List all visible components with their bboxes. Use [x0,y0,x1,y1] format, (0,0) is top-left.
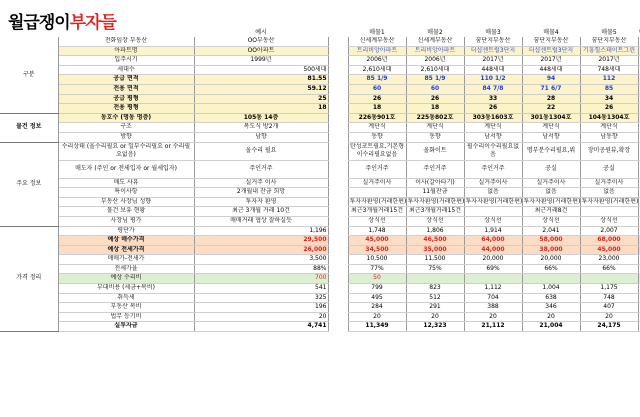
listing-4-value[interactable]: 상식선 [522,216,580,226]
listing-1-value[interactable]: 85 1/9 [348,75,406,85]
listing-2-value[interactable]: 35,000 [406,245,464,255]
listing-3-value[interactable]: 더샵센트럴3단지 [464,46,522,56]
listing-3-value[interactable]: 실거주이사 [464,178,522,188]
header-listing-4: 매물4 [543,29,559,36]
row-label: 아파트명 [58,46,194,56]
listing-1-value[interactable]: 495 [348,293,406,303]
listing-5-value[interactable]: 기흥힐스테이트그린 [580,46,638,56]
listing-1-value[interactable]: 20 [348,312,406,322]
listing-4-value[interactable]: 없음 [522,188,580,198]
listing-3-value[interactable] [464,274,522,284]
listing-1-value[interactable]: 투자자환영(거래한편) [348,197,406,207]
example-value[interactable]: 700 [194,274,328,284]
listing-1-value[interactable]: 45,000 [348,236,406,246]
listing-4-value[interactable]: 66% [522,264,580,274]
listing-4-value[interactable]: 2017년 [522,56,580,66]
listing-1-value[interactable]: 11,349 [348,322,406,332]
listing-5-value[interactable]: 없음 [580,188,638,198]
row-label: 입주시기 [58,56,194,66]
example-value[interactable]: 투자자 환영 [194,197,328,207]
listing-5-value[interactable] [580,274,638,284]
sheet-row [0,207,640,217]
example-value[interactable]: 복도식 방2개 [194,123,328,133]
sheet-body [0,37,640,332]
row-label: 매매가-전세가 [58,255,194,265]
sheet-row [0,65,640,75]
sheet-row [0,226,640,236]
listing-3-value[interactable] [464,207,522,217]
listing-5-value[interactable]: 68,000 [580,236,638,246]
listing-5-value[interactable]: 24,175 [580,322,638,332]
example-value[interactable]: 실거주 이사 [194,178,328,188]
listing-4-value[interactable]: 계단식 [522,123,580,133]
example-value[interactable]: 매매거래 협상 잘하실듯 [194,216,328,226]
sheet-row [0,132,640,142]
group-label-basic: 구분 [0,37,58,113]
listing-3-value[interactable]: 448세대 [464,65,522,75]
listing-2-value[interactable]: 26 [406,94,464,104]
sheet-row [0,255,640,265]
listing-5-value[interactable]: 26 [580,104,638,114]
row-label: 매도 사유 [58,178,194,188]
listing-2-value[interactable]: 계단식 [406,123,464,133]
listing-2-value[interactable]: 이사(갈아타기) [406,178,464,188]
listing-1-value[interactable]: 상식선 [348,216,406,226]
sheet-row [0,236,640,246]
brand-logo: 월급쟁이부자들 [8,13,116,33]
sheet-row [0,216,640,226]
example-value[interactable]: 4,741 [194,322,328,332]
row-label: 전용 면적 [58,84,194,94]
row-label: 수리상태 (올수리필요 or 일부수리필요 or 수리필요없음) [58,142,194,160]
listing-2-value[interactable]: 823 [406,284,464,294]
listing-1-value[interactable]: 탄성코트필요,기본형이수리필요없음 [349,143,405,159]
example-value[interactable]: 29,500 [194,236,328,246]
listing-3-value[interactable]: 주인거주 [464,160,522,178]
row-label: 부동산 복비 [58,303,194,313]
listing-4-value[interactable]: 22 [522,104,580,114]
listing-5-value[interactable]: 장미공원뷰,확장 [580,142,638,160]
sheet-row [0,293,640,303]
sheet-row [0,322,640,332]
listing-1-value[interactable]: 최근3개월거래15건 [348,207,406,217]
example-value[interactable]: 18 [194,104,328,114]
listing-1-value[interactable]: 신세계부동산 [348,37,406,46]
row-label: 공급 면적 [58,75,194,85]
listing-3-value[interactable]: 1,112 [464,284,522,294]
listing-3-value[interactable]: 303동1603호 [464,113,522,123]
listing-5-value[interactable]: 남동향 [580,132,638,142]
example-value[interactable]: 최근 3개월 거래 10건 [194,207,328,217]
example-value[interactable]: 81.55 [194,75,328,85]
listing-3-value[interactable]: 꿈단지부동산 [464,37,522,46]
row-label: 평단가 [58,226,194,236]
listing-3-value[interactable]: 33 [464,94,522,104]
sheet-row [0,94,640,104]
listing-3-value[interactable]: 필수리이수리필요없음 [464,142,522,160]
listing-2-value[interactable]: 상식선 [406,216,464,226]
header-listing-1: 매물1 [369,29,385,36]
header-example: 예시 [255,29,267,36]
header-listing-5: 매물5 [601,29,617,36]
listing-2-value[interactable]: 2,610세대 [406,65,464,75]
example-value[interactable]: 196 [194,303,328,313]
listing-2-value[interactable]: 291 [406,303,464,313]
listing-2-value[interactable]: 주인거주 [406,160,464,178]
listing-1-value[interactable]: 77% [348,264,406,274]
listing-1-value[interactable]: 주인거주 [348,160,406,178]
listing-3-value[interactable]: 없음 [464,188,522,198]
sheet-row [0,46,640,56]
listing-4-value[interactable]: 58,000 [522,236,580,246]
listing-4-value[interactable] [522,274,580,284]
header-listing-3: 매물3 [485,29,501,36]
listing-1-value[interactable]: 26 [348,94,406,104]
sheet-row [0,37,640,46]
row-label: 물건 보유 현황 [58,207,194,217]
example-value[interactable]: 325 [194,293,328,303]
listing-4-value[interactable]: 20 [522,312,580,322]
listing-4-value[interactable]: 94 [522,75,580,85]
example-value[interactable]: 3,500 [194,255,328,265]
listing-2-value[interactable]: 최근3개월거래15건 [406,207,464,217]
listing-4-value[interactable]: 2,041 [522,226,580,236]
sheet-row [0,142,640,160]
example-value[interactable]: 105동 14층 [194,113,328,123]
listing-4-value[interactable]: 더샵센트럴3단지 [522,46,580,56]
example-value[interactable]: 올수리 필요 [194,142,328,160]
listing-5-value[interactable]: 20 [580,312,638,322]
row-label: 예상 매수가격 [58,236,194,246]
listing-2-value[interactable]: 11월잔금 [406,188,464,198]
sheet-row [0,245,640,255]
sheet-row [0,274,640,284]
listing-4-value[interactable]: 20,000 [522,255,580,265]
listing-4-value[interactable]: 꿈단지부동산 [522,37,580,46]
listing-4-value[interactable]: 1,004 [522,284,580,294]
listing-3-value[interactable]: 21,112 [464,322,522,332]
row-label: 매도자 (주인 or 전세입자 or 월세입자) [58,160,194,178]
listing-4-value[interactable]: 실거주이사 [522,178,580,188]
listing-1-value[interactable]: 799 [348,284,406,294]
listing-5-value[interactable]: 23,000 [580,255,638,265]
listing-3-value[interactable]: 704 [464,293,522,303]
listing-2-value[interactable]: 85 1/9 [406,75,464,85]
listing-3-value[interactable]: 64,000 [464,236,522,246]
sheet-row [0,123,640,133]
sheet-row [0,178,640,188]
listing-2-value[interactable]: 투자자환영(거래한편) [406,197,464,207]
listing-2-value[interactable]: 2006년 [406,56,464,66]
sheet-row [0,56,640,66]
sheet-row [0,160,640,178]
listing-3-value[interactable]: 2017년 [464,56,522,66]
sheet-row [0,75,640,85]
row-label: 동호수 (명동 명층) [58,113,194,123]
listing-2-value[interactable]: 12,323 [406,322,464,332]
listing-1-value[interactable]: 60 [348,84,406,94]
listing-1-value[interactable]: 트리비앙아파트 [348,46,406,56]
listing-3-value[interactable]: 투자자환영(거래한편) [464,197,522,207]
listing-2-value[interactable]: 225동802호 [406,113,464,123]
group-label-location: 물건 정보 [0,113,58,142]
row-label: 전세가율 [58,264,194,274]
listing-4-value[interactable]: 남서향 [522,132,580,142]
listing-5-value[interactable]: 34 [580,94,638,104]
sheet-row [0,312,640,322]
listing-2-value[interactable]: 올화이트 [406,142,464,160]
listing-5-value[interactable]: 공실 [580,160,638,178]
listing-4-value[interactable]: 638 [522,293,580,303]
listing-4-value[interactable]: 최근거래8건 [522,207,580,217]
listing-2-value[interactable] [406,274,464,284]
listing-2-value[interactable]: 75% [406,264,464,274]
example-value[interactable]: OO부동산 [194,37,328,46]
property-comparison-sheet [0,28,640,332]
sheet-row [0,188,640,198]
example-value[interactable]: OO아파트 [194,46,328,56]
sheet-row [0,113,640,123]
listing-2-value[interactable]: 512 [406,293,464,303]
listing-1-value[interactable]: 동향 [348,132,406,142]
listing-3-value[interactable]: 20,000 [464,255,522,265]
sheet-row [0,284,640,294]
example-value[interactable]: 1,196 [194,226,328,236]
row-label: 전용 평형 [58,104,194,114]
sheet-row [0,104,640,114]
listing-3-value[interactable]: 26 [464,104,522,114]
example-value[interactable]: 59.12 [194,84,328,94]
listing-5-value[interactable]: 748 [580,293,638,303]
sheet-row [0,197,640,207]
row-label: 부동산 사장님 성향 [58,197,194,207]
example-value[interactable]: 541 [194,284,328,294]
sheet-row [0,303,640,313]
listing-5-value[interactable]: 45,000 [580,245,638,255]
listing-4-value[interactable]: 38,000 [522,245,580,255]
listing-1-value[interactable]: 10,500 [348,255,406,265]
listing-1-value[interactable]: 2006년 [348,56,406,66]
listing-5-value[interactable]: 상식선 [580,216,638,226]
listing-1-value[interactable]: 계단식 [348,123,406,133]
listing-4-value[interactable]: 명부분수리필요,뷔 [522,142,580,160]
listing-3-value[interactable]: 69% [464,264,522,274]
example-value[interactable]: 주인거주 [194,160,328,178]
example-value[interactable]: 25 [194,94,328,104]
listing-1-value[interactable]: 1,748 [348,226,406,236]
listing-4-value[interactable]: 346 [522,303,580,313]
listing-5-value[interactable]: 2017년 [580,56,638,66]
listing-1-value[interactable]: 226동901호 [348,113,406,123]
listing-2-value[interactable]: 1,806 [406,226,464,236]
listing-3-value[interactable]: 남서향 [464,132,522,142]
row-label: 예상 전세가격 [58,245,194,255]
row-label: 세대수 [58,65,194,75]
listing-5-value[interactable]: 1,175 [580,284,638,294]
listing-2-value[interactable]: 18 [406,104,464,114]
example-value[interactable]: 남향 [194,132,328,142]
listing-1-value[interactable] [348,188,406,198]
listing-2-value[interactable]: 20 [406,312,464,322]
listing-5-value[interactable]: 112 [580,75,638,85]
listing-5-value[interactable]: 85 [580,84,638,94]
listing-4-value[interactable]: 448세대 [522,65,580,75]
example-value[interactable]: 20 [194,312,328,322]
listing-1-value[interactable]: 284 [348,303,406,313]
listing-2-value[interactable]: 동향 [406,132,464,142]
listing-5-value[interactable]: 748세대 [580,65,638,75]
row-label: 예상 수리비 [58,274,194,284]
row-label: 구조 [58,123,194,133]
row-label: 특이사항 [58,188,194,198]
row-label: 법무 등기비 [58,312,194,322]
row-label: 공급 평형 [58,94,194,104]
example-value[interactable]: 26,000 [194,245,328,255]
listing-4-value[interactable]: 71 6/7 [522,84,580,94]
row-label: 취득세 [58,293,194,303]
listing-4-value[interactable]: 투자자환영(거래한편) [522,197,580,207]
row-label: 실투자금 [58,322,194,332]
listing-5-value[interactable]: 407 [580,303,638,313]
listing-4-value[interactable]: 21,004 [522,322,580,332]
listing-5-value[interactable]: 66% [580,264,638,274]
header-row [0,28,640,37]
listing-2-value[interactable]: 11,500 [406,255,464,265]
listing-3-value[interactable]: 상식선 [464,216,522,226]
listing-4-value[interactable]: 301동1304호 [522,113,580,123]
example-value[interactable]: 2개월내 잔금 희망 [194,188,328,198]
listing-1-value[interactable]: 18 [348,104,406,114]
listing-5-value[interactable]: 2,007 [580,226,638,236]
listing-5-value[interactable] [580,207,638,217]
listing-5-value[interactable]: 계단식 [580,123,638,133]
listing-3-value[interactable]: 1,914 [464,226,522,236]
sheet-row [0,264,640,274]
listing-3-value[interactable]: 계단식 [464,123,522,133]
example-value[interactable]: 88% [194,264,328,274]
listing-2-value[interactable]: 46,500 [406,236,464,246]
row-label: 부대비용 (세금+복비) [58,284,194,294]
row-label: 방향 [58,132,194,142]
listing-5-value[interactable]: 104동1304호 [580,113,638,123]
listing-3-value[interactable]: 44,000 [464,245,522,255]
listing-3-value[interactable]: 20 [464,312,522,322]
listing-1-value[interactable]: 50 [348,274,406,284]
listing-5-value[interactable]: 투자자환영(거래한편) [580,197,638,207]
group-label-price: 가격 정리 [0,226,58,332]
listing-1-value[interactable]: 실거주이사 [348,178,406,188]
listing-4-value[interactable]: 공실 [522,160,580,178]
listing-2-value[interactable]: 트리비앙아파트 [406,46,464,56]
header-listing-2: 매물2 [427,29,443,36]
example-value[interactable]: 1999년 [194,56,328,66]
listing-3-value[interactable]: 388 [464,303,522,313]
listing-5-value[interactable]: 실거주이사 [580,178,638,188]
group-label-main: 주요 정보 [0,142,58,226]
listing-3-value[interactable]: 84 7/8 [464,84,522,94]
listing-2-value[interactable]: 60 [406,84,464,94]
listing-2-value[interactable]: 신세계부동산 [406,37,464,46]
listing-3-value[interactable]: 110 1/2 [464,75,522,85]
listing-5-value[interactable]: 꿈단지부동산 [580,37,638,46]
listing-1-value[interactable]: 2,610세대 [348,65,406,75]
row-label: 전화임장 부동산 [58,37,194,46]
listing-1-value[interactable]: 34,500 [348,245,406,255]
sheet-row [0,84,640,94]
listing-4-value[interactable]: 28 [522,94,580,104]
example-value[interactable]: 500세대 [194,65,328,75]
row-label: 사장님 평가 [58,216,194,226]
